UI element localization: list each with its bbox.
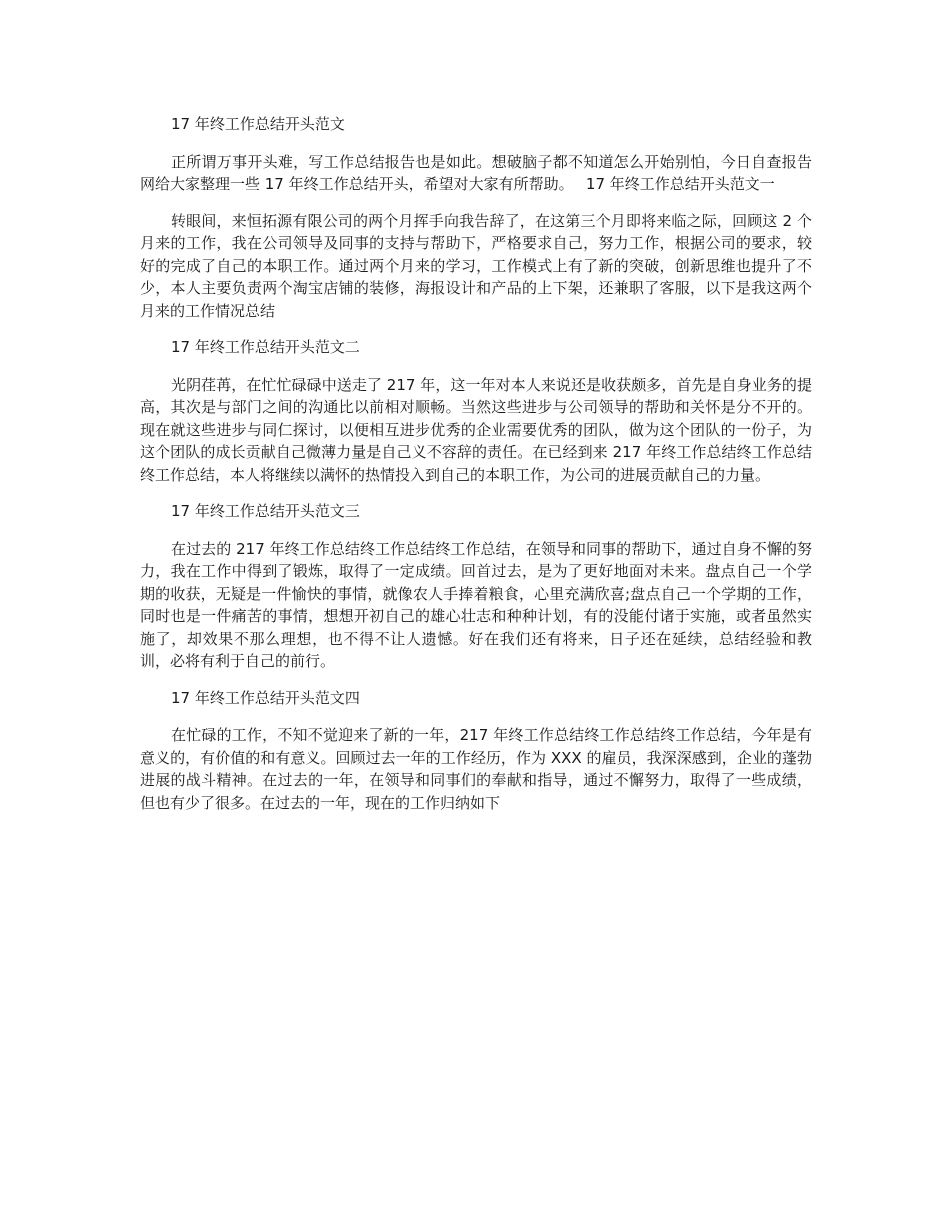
- section-4-body: 在忙碌的工作，不知不觉迎来了新的一年，217 年终工作总结终工作总结终工作总结，今年是有意义的，有价值的和有意义。回顾过去一年的工作经历，作为 XXX 的雇员，我深深感到，企业的蓬勃进展的战斗精神。在过去的一年，在领导和同事们的奉献和指导，通过不懈努力，取得了一些成绩，但也有少了很多。在过去的一年，现在的工作归纳如下: [140, 726, 812, 812]
- intro-paragraph: 正所谓万事开头难，写工作总结报告也是如此。想破脑子都不知道怎么开始别怕，今日自查报告网给大家整理一些 17 年终工作总结开头，希望对大家有所帮助。 17 年终工作总结开头范文一: [140, 152, 812, 193]
- section-2-heading: 17 年终工作总结开头范文二: [171, 338, 360, 356]
- section-1-body: 转眼间，来恒拓源有限公司的两个月挥手向我告辞了，在这第三个月即将来临之际，回顾这 2 个月来的工作，我在公司领导及同事的支持与帮助下，严格要求自己，努力工作，根据公司的要求，较好的完成了自己的本职工作。通过两个月来的学习，工作模式上有了新的突破，创新思维也提升了不少，本人主要负责两个淘宝店铺的装修，海报设计和产品的上下架，还兼职了客服，以下是我这两个月来的工作情况总结: [140, 211, 812, 320]
- section-3-body: 在过去的 217 年终工作总结终工作总结终工作总结，在领导和同事的帮助下，通过自身不懈的努力，我在工作中得到了锻炼，取得了一定成绩。回首过去，是为了更好地面对未来。盘点自己一个学期的收获，无疑是一件愉快的事情，就像农人手捧着粮食，心里充满欣喜;盘点自己一个学期的工作，同时也是一件痛苦的事情，想想开初自己的雄心壮志和种种计划，有的没能付诸于实施，或者虽然实施了，却效果不那么理想，也不得不让人遗憾。好在我们还有将来，日子还在延续，总结经验和教训，必将有利于自己的前行。: [140, 539, 812, 670]
- section-4-heading: 17 年终工作总结开头范文四: [171, 688, 360, 707]
- document-page: [140, 113, 812, 828]
- section-3-heading: 17 年终工作总结开头范文三: [171, 502, 360, 520]
- document-title: 17 年终工作总结开头范文: [171, 115, 345, 133]
- section-2-body: 光阴荏苒，在忙忙碌碌中送走了 217 年，这一年对本人来说还是收获颇多，首先是自身业务的提高，其次是与部门之间的沟通比以前相对顺畅。当然这些进步与公司领导的帮助和关怀是分不开的。现在就这些进步与同仁探讨，以便相互进步优秀的企业需要优秀的团队，做为这个团队的一份子，为这个团队的成长贡献自己微薄力量是自己义不容辞的责任。在已经到来 217 年终工作总结终工作总结终工作总结，本人将继续以满怀的热情投入到自己的本职工作，为公司的进展贡献自己的力量。: [140, 375, 812, 484]
